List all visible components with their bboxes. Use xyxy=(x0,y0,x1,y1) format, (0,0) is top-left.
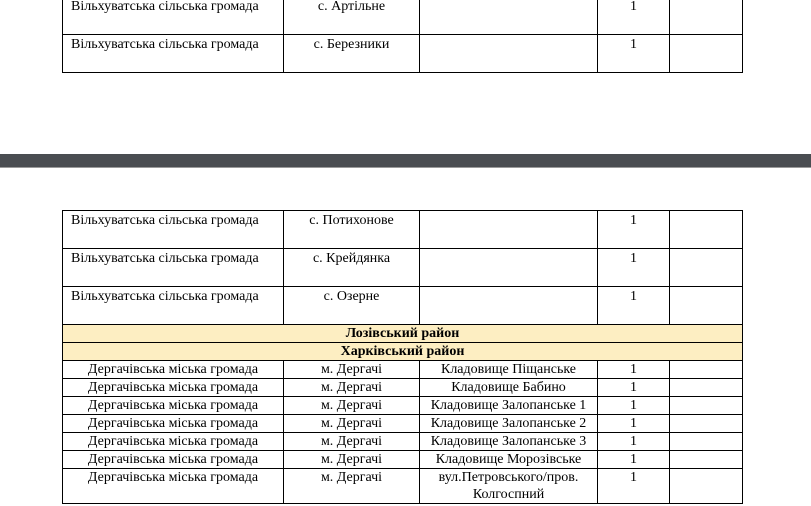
settlement-cell: с. Потихонове xyxy=(284,211,420,249)
settlement-cell: с. Артільне xyxy=(284,0,420,35)
object-cell xyxy=(420,0,598,35)
settlement-cell: м. Дергачі xyxy=(284,361,420,379)
object-cell: Кладовище Морозівське xyxy=(420,451,598,469)
table-row xyxy=(63,433,743,451)
settlement-cell: с. Березники xyxy=(284,35,420,73)
table-row xyxy=(63,361,743,379)
burial-sites-table-page-2 xyxy=(62,210,743,504)
extra-cell xyxy=(670,397,743,415)
table-row xyxy=(63,397,743,415)
object-cell: вул.Петровського/пров. Колгоспний xyxy=(420,469,598,504)
settlement-cell: с. Озерне xyxy=(284,287,420,325)
object-cell xyxy=(420,287,598,325)
hromada-cell: Вільхуватська сільська громада xyxy=(63,211,284,249)
extra-cell xyxy=(670,35,743,73)
object-cell xyxy=(420,249,598,287)
extra-cell xyxy=(670,361,743,379)
table-row xyxy=(63,0,743,35)
count-cell: 1 xyxy=(598,469,670,504)
extra-cell xyxy=(670,249,743,287)
document-page-1 xyxy=(0,0,811,154)
object-cell: Кладовище Залопанське 1 xyxy=(420,397,598,415)
table-row xyxy=(63,451,743,469)
object-cell: Кладовище Залопанське 3 xyxy=(420,433,598,451)
hromada-cell: Вільхуватська сільська громада xyxy=(63,0,284,35)
hromada-cell: Вільхуватська сільська громада xyxy=(63,249,284,287)
hromada-cell: Дергачівська міська громада xyxy=(63,397,284,415)
extra-cell xyxy=(670,451,743,469)
extra-cell xyxy=(670,287,743,325)
object-cell xyxy=(420,211,598,249)
hromada-cell: Вільхуватська сільська громада xyxy=(63,35,284,73)
object-cell: Кладовище Піщанське xyxy=(420,361,598,379)
settlement-cell: м. Дергачі xyxy=(284,451,420,469)
table-row xyxy=(63,415,743,433)
count-cell: 1 xyxy=(598,451,670,469)
extra-cell xyxy=(670,469,743,504)
region-header-row xyxy=(63,343,743,361)
hromada-cell: Дергачівська міська громада xyxy=(63,451,284,469)
hromada-cell: Дергачівська міська громада xyxy=(63,379,284,397)
hromada-cell: Вільхуватська сільська громада xyxy=(63,287,284,325)
table-row xyxy=(63,287,743,325)
count-cell: 1 xyxy=(598,35,670,73)
region-lozova-title: Лозівський район xyxy=(63,325,743,343)
settlement-cell: с. Крейдянка xyxy=(284,249,420,287)
settlement-cell: м. Дергачі xyxy=(284,397,420,415)
object-cell xyxy=(420,35,598,73)
object-cell: Кладовище Бабино xyxy=(420,379,598,397)
region-kharkiv-title: Харківський район xyxy=(63,343,743,361)
count-cell: 1 xyxy=(598,211,670,249)
hromada-cell: Дергачівська міська громада xyxy=(63,361,284,379)
extra-cell xyxy=(670,0,743,35)
object-cell: Кладовище Залопанське 2 xyxy=(420,415,598,433)
table-row xyxy=(63,249,743,287)
hromada-cell: Дергачівська міська громада xyxy=(63,469,284,504)
hromada-cell: Дергачівська міська громада xyxy=(63,433,284,451)
hromada-cell: Дергачівська міська громада xyxy=(63,415,284,433)
table-row xyxy=(63,35,743,73)
count-cell: 1 xyxy=(598,433,670,451)
count-cell: 1 xyxy=(598,397,670,415)
page-gap xyxy=(0,154,811,168)
extra-cell xyxy=(670,433,743,451)
count-cell: 1 xyxy=(598,361,670,379)
count-cell: 1 xyxy=(598,0,670,35)
settlement-cell: м. Дергачі xyxy=(284,415,420,433)
settlement-cell: м. Дергачі xyxy=(284,433,420,451)
count-cell: 1 xyxy=(598,379,670,397)
extra-cell xyxy=(670,379,743,397)
settlement-cell: м. Дергачі xyxy=(284,469,420,504)
table-row xyxy=(63,211,743,249)
count-cell: 1 xyxy=(598,287,670,325)
extra-cell xyxy=(670,211,743,249)
count-cell: 1 xyxy=(598,415,670,433)
extra-cell xyxy=(670,415,743,433)
settlement-cell: м. Дергачі xyxy=(284,379,420,397)
document-page-2 xyxy=(0,168,811,506)
burial-sites-table-page-1 xyxy=(62,0,743,73)
count-cell: 1 xyxy=(598,249,670,287)
region-header-row xyxy=(63,325,743,343)
table-row xyxy=(63,379,743,397)
table-row xyxy=(63,469,743,504)
